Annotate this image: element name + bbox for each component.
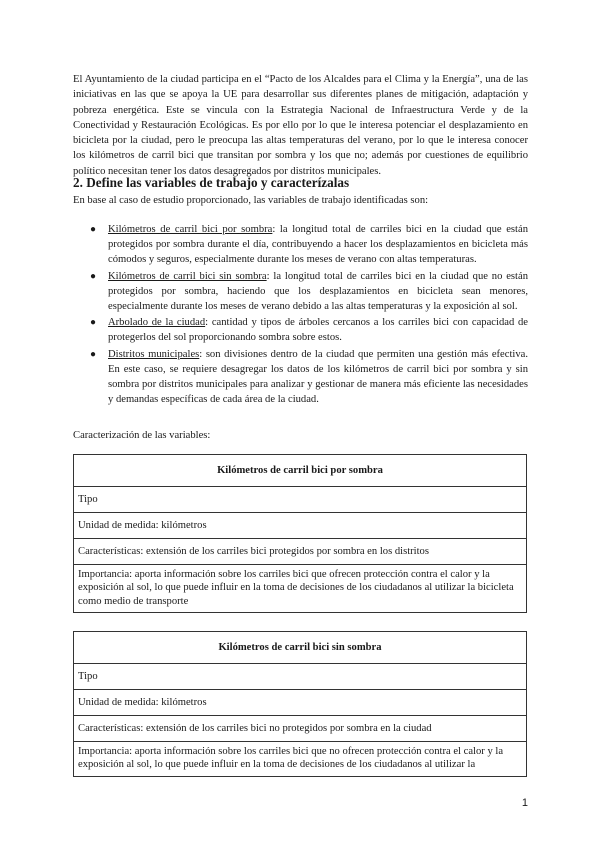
page-number: 1	[521, 797, 528, 809]
list-item	[90, 222, 528, 268]
table-row-importancia: Importancia: aporta información sobre los carriles bici que ofrecen protección contra el calor y la exposición al sol, lo que puede influir en la toma de decisiones de los ciudadanos al utilizar la bicicleta como medio de transporte	[74, 564, 527, 613]
bullet-icon: ●	[90, 317, 97, 329]
table-row-caracteristicas: Características: extensión de los carriles bici protegidos por sombra en los distritos	[74, 538, 527, 564]
section-heading: 2. Define las variables de trabajo y caracterízalas	[73, 175, 350, 190]
table-title: Kilómetros de carril bici por sombra	[74, 455, 527, 487]
bullet-icon: ●	[90, 270, 97, 282]
variable-table-no-shade	[73, 631, 527, 777]
list-item	[90, 315, 528, 345]
variable-term: Kilómetros de carril bici sin sombra	[108, 270, 267, 282]
variable-description: : son divisiones dentro de la ciudad que permiten una gestión más efectiva. En este caso, se requiere desagregar los datos de los kilómetros de carril bici por sombra y sin sombra por distritos municipales para analizar y gestionar de manera más eficiente las necesidades y demandas específicas de cada área de la ciudad.	[108, 348, 528, 406]
variable-description: : la longitud total de carriles bici en la ciudad que están protegidos por sombra durante el día, contribuyendo a hacer los desplazamientos en bicicleta más cómodos y seguros, especialmente durante los meses de verano con altas temperaturas.	[108, 224, 528, 266]
characterization-label: Caracterización de las variables:	[73, 430, 211, 441]
list-item	[90, 269, 528, 315]
table-row-caracteristicas: Características: extensión de los carriles bici no protegidos por sombra en la ciudad	[74, 715, 527, 741]
variable-description: : cantidad y tipos de árboles cercanos a los carriles bici con capacidad de protegerlos del sol proporcionando sombra sobre estos.	[108, 317, 528, 344]
table-row-importancia: Importancia: aporta información sobre los carriles bici que no ofrecen protección contra el calor y la exposición al sol, lo que puede influir en la toma de decisiones de los ciudadanos al utilizar la	[74, 741, 527, 776]
bullet-icon: ●	[90, 224, 97, 235]
table-row-unidad: Unidad de medida: kilómetros	[74, 689, 527, 715]
variable-term: Arbolado de la ciudad	[108, 317, 206, 329]
intro-paragraph: El Ayuntamiento de la ciudad participa en el “Pacto de los Alcaldes para el Clima y la Energía”, una de las iniciativas en las que se apoya la UE para desarrollar sus diferentes planes de mitigación, adaptación y pobreza energética. Este se vincula con la Estrategia Nacional de Infraestructura Verde y de la Conectividad y Restauración Ecológicas. Es por ello por lo que le interesa potenciar el desplazamiento en bicicleta por la ciudad, pero le preocupa las altas temperaturas del verano, por lo que le interesa conocer los kilómetros de carril bici que transitan por sombra y los que no; además por cuestiones de equilibrio político necesitan tener los datos desagregados por distritos municipales.	[73, 74, 528, 177]
variable-term: Distritos municipales	[108, 348, 200, 360]
table-title: Kilómetros de carril bici sin sombra	[74, 632, 527, 664]
variable-table-shade	[73, 454, 527, 613]
table-row-tipo: Tipo	[74, 663, 527, 689]
table-row-unidad: Unidad de medida: kilómetros	[74, 512, 527, 538]
bullet-icon: ●	[90, 348, 97, 360]
variables-intro: En base al caso de estudio proporcionado, las variables de trabajo identificadas son:	[73, 195, 429, 206]
variable-term: Kilómetros de carril bici por sombra	[108, 224, 273, 235]
variable-description: : la longitud total de carriles bici en la ciudad que no están protegidos por sombra, haciendo que los desplazamientos en bicicleta sean menores, especialmente durante los meses de verano debido a las altas temperaturas y la exposición al sol.	[108, 270, 528, 313]
variables-list	[90, 222, 528, 408]
table-row-tipo: Tipo	[74, 486, 527, 512]
list-item	[90, 347, 528, 408]
